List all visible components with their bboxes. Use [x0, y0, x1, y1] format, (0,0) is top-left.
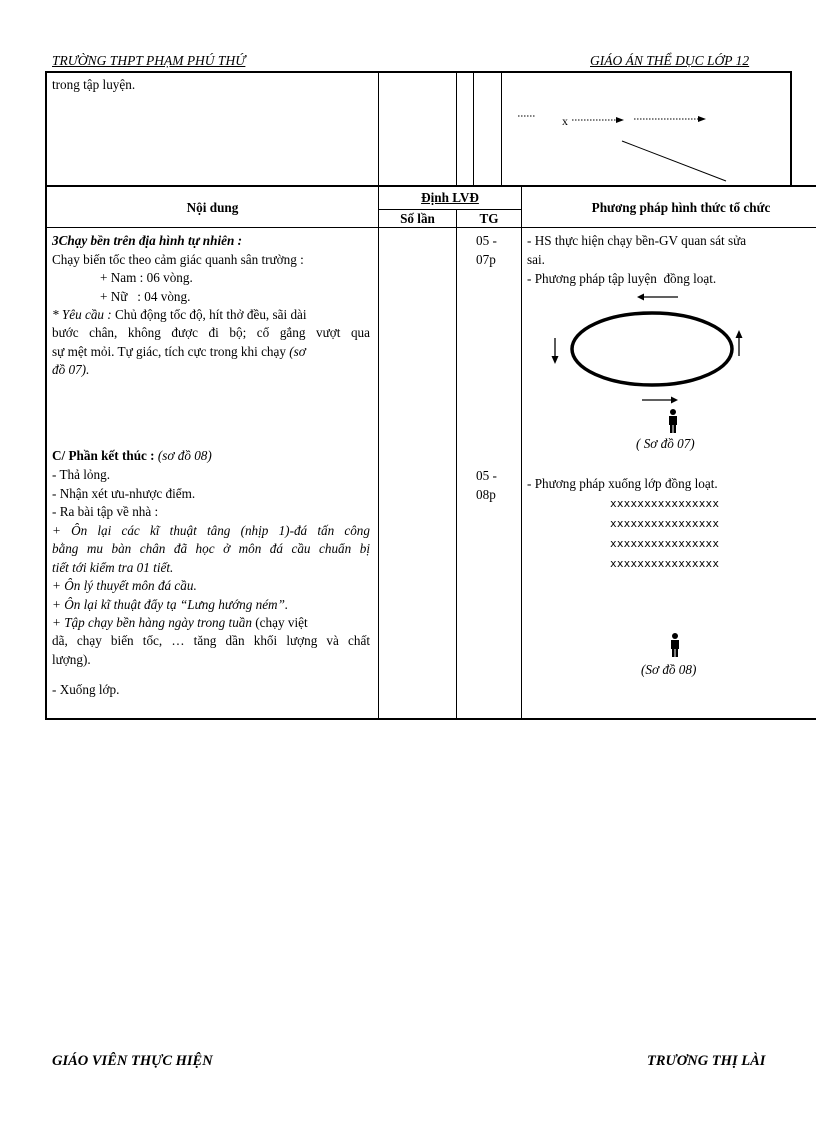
sectionC-homework4-b: dã, chạy biến tốc, … tăng dần khối lượng và chất: [52, 633, 370, 648]
sectionC-item1: - Thả lỏng.: [52, 467, 110, 482]
sectionC-homework4-a: [52, 614, 308, 632]
sectionC-item2: - Nhận xét ưu-nhược điểm.: [52, 486, 196, 501]
section3-requirement-2: bước chân, không được đi bộ; cố gắng vượt qua: [52, 325, 370, 340]
formation-row: xxxxxxxxxxxxxxxx: [610, 497, 720, 510]
sectionC-title: [52, 447, 212, 465]
sectionC-item3: - Ra bài tập về nhà :: [52, 504, 159, 519]
header-method: Phương pháp hình thức tổ chức: [591, 200, 771, 215]
sectionC-homework2: + Ôn lý thuyết môn đá cầu.: [52, 578, 197, 593]
homework4-text-2: (chạy việt: [255, 615, 308, 630]
section3-line1: Chạy biến tốc theo cảm giác quanh sân trường :: [52, 252, 304, 267]
diagram-08-caption: (Sơ đồ 08): [641, 662, 697, 677]
requirement-ref: (sơ: [289, 344, 306, 359]
requirement-text-1: Chủ động tốc độ, hít thở đều, sãi dài: [115, 307, 307, 322]
section3-method-1: - HS thực hiện chạy bền-GV quan sát sửa: [527, 233, 747, 248]
top-block-text: trong tập luyện.: [52, 77, 136, 92]
footer-teacher-label: GIÁO VIÊN THỰC HIỆN: [52, 1053, 213, 1069]
section3-requirement-1: [52, 306, 370, 324]
header-tg: TG: [479, 211, 499, 226]
school-name: TRƯỜNG THPT PHẠM PHÚ THỨ: [52, 53, 246, 68]
homework4-text: + Tập chạy bền hàng ngày trong tuần: [52, 615, 252, 630]
section3-tg-2: 07p: [476, 252, 496, 267]
header-content: Nội dung: [186, 200, 239, 215]
diagram-07-caption: ( Sơ đồ 07): [636, 436, 695, 451]
sectionC-homework1-a: + Ôn lại các kĩ thuật tâng (nhịp 1)-đá tấn công: [52, 523, 370, 538]
sectionC-homework1-c: tiết tới kiểm tra 01 tiết.: [52, 560, 174, 575]
section3-method-2: sai.: [527, 252, 545, 267]
formation-row: xxxxxxxxxxxxxxxx: [610, 517, 720, 530]
diagram-x-label: x: [562, 114, 568, 128]
sectionC-item4: - Xuống lớp.: [52, 682, 120, 697]
header-dinh-luong: Định LVĐ: [421, 190, 479, 205]
sectionC-title-text: C/ Phần kết thúc :: [52, 448, 155, 463]
section3-requirement-ref2: đồ 07).: [52, 362, 90, 377]
section3-title: 3Chạy bền trên địa hình tự nhiên :: [52, 233, 243, 248]
running-track-diagram: [540, 286, 760, 436]
section3-nam: + Nam : 06 vòng.: [100, 270, 193, 285]
sectionC-tg-2: 08p: [476, 487, 496, 502]
formation-diagram-top: [510, 105, 740, 185]
sectionC-method: - Phương pháp xuống lớp đồng loạt.: [527, 476, 718, 491]
formation-row: xxxxxxxxxxxxxxxx: [610, 557, 720, 570]
requirement-text-3: sự mệt mỏi. Tự giác, tích cực trong khi chạy: [52, 344, 286, 359]
document-title: GIÁO ÁN THỂ DỤC LỚP 12: [590, 53, 750, 68]
sectionC-tg-1: 05 -: [476, 468, 497, 483]
sectionC-title-ref: (sơ đồ 08): [157, 448, 212, 463]
sectionC-homework1-b: bằng mu bàn chân đã học ở môn đá cầu chuẩn bị: [52, 541, 370, 556]
section3-tg-1: 05 -: [476, 233, 497, 248]
sectionC-homework4-c: lượng).: [52, 652, 91, 667]
section3-nu: + Nữ : 04 vòng.: [100, 289, 191, 304]
section3-requirement-3: [52, 343, 306, 361]
requirement-label: * Yêu cầu :: [52, 307, 112, 322]
runner-figure-icon: [669, 409, 677, 433]
formation-row: xxxxxxxxxxxxxxxx: [610, 537, 720, 550]
sectionC-homework3: + Ôn lại kĩ thuật đẩy tạ “Lưng hướng ném”.: [52, 597, 289, 612]
section3-method-3: - Phương pháp tập luyện đồng loạt.: [527, 271, 717, 286]
header-so-lan: Số lần: [400, 211, 435, 226]
footer-teacher-name: TRƯƠNG THỊ LÀI: [647, 1053, 766, 1069]
teacher-figure-icon: [668, 632, 682, 658]
